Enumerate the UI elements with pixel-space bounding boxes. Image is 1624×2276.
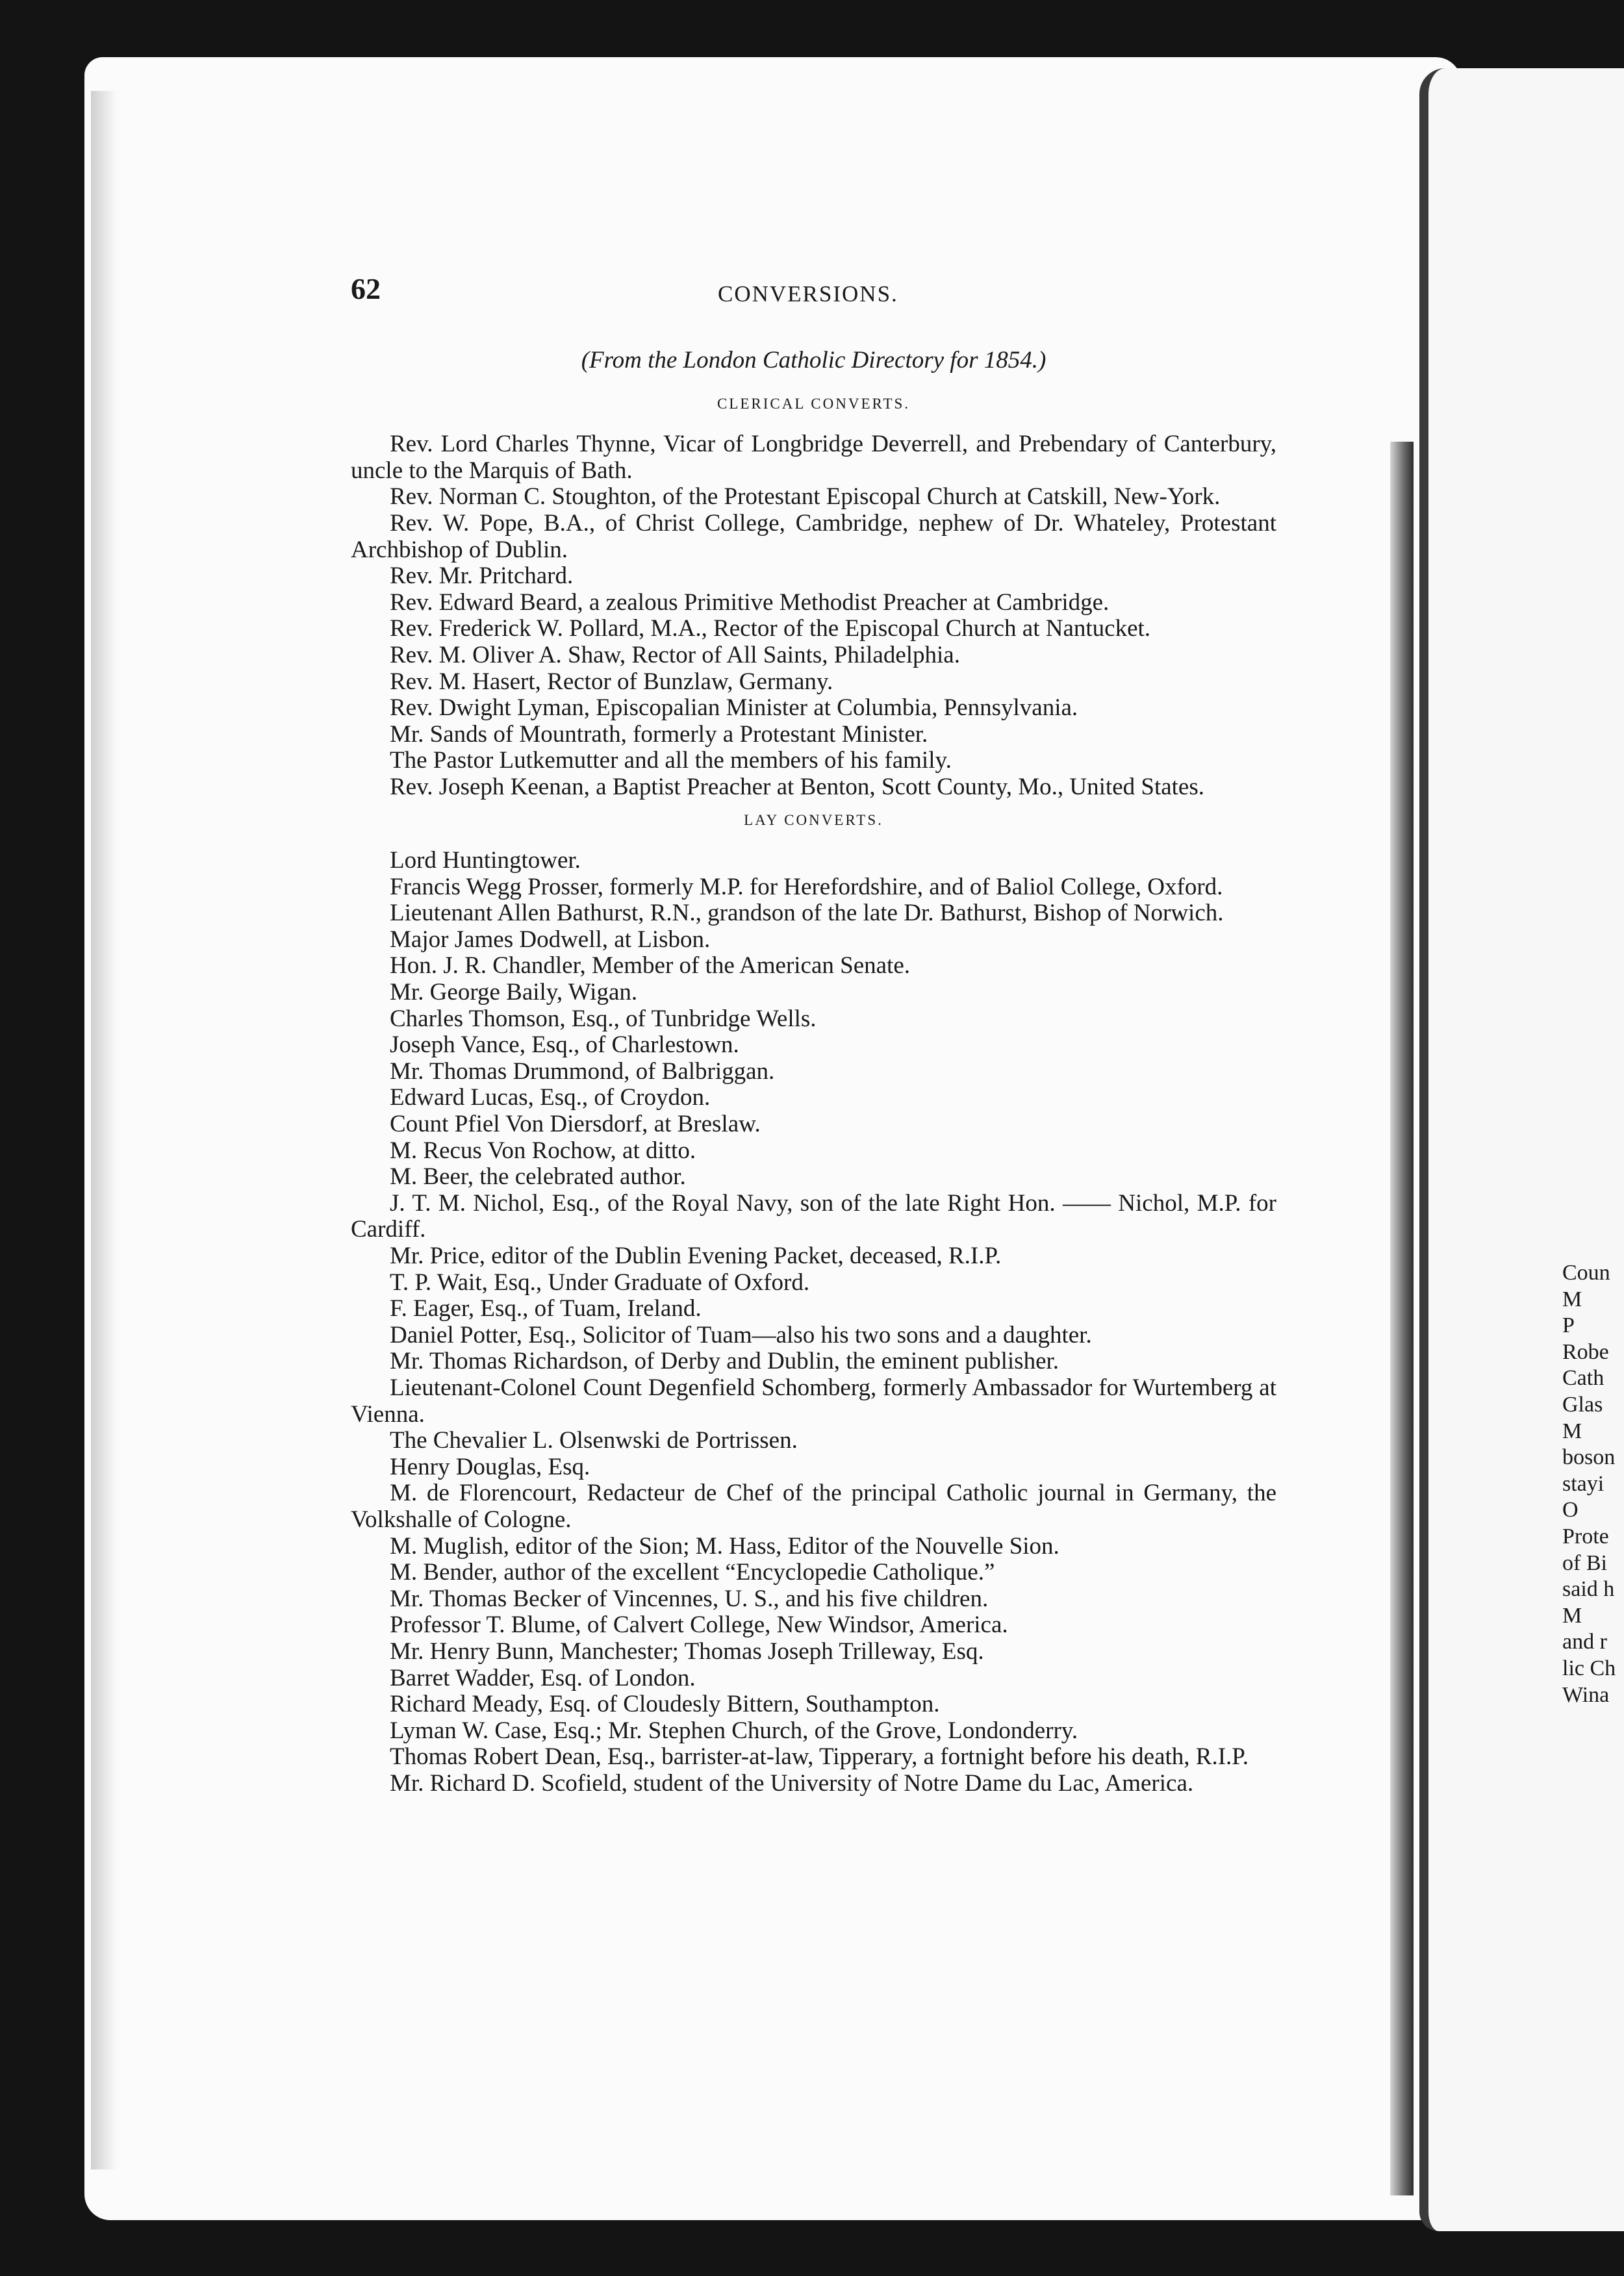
- page-content: [351, 272, 1276, 1797]
- convert-entry: T. P. Wait, Esq., Under Graduate of Oxford.: [390, 1269, 810, 1296]
- convert-entry: Rev. Norman C. Stoughton, of the Protestant Episcopal Church at Catskill, New-York.: [390, 483, 1221, 511]
- convert-entry: Mr. George Baily, Wigan.: [390, 979, 638, 1006]
- convert-entry: M. Beer, the celebrated author.: [390, 1163, 686, 1191]
- convert-entry: Mr. Thomas Becker of Vincennes, U. S., and his five children.: [390, 1585, 989, 1612]
- convert-entry: Lord Huntingtower.: [390, 847, 581, 874]
- convert-entry: Mr. Price, editor of the Dublin Evening Packet, deceased, R.I.P.: [390, 1243, 1002, 1269]
- convert-entry: Hon. J. R. Chandler, Member of the American Senate.: [390, 952, 911, 980]
- convert-entry: Rev. Mr. Pritchard.: [390, 563, 574, 590]
- running-title: CONVERSIONS.: [718, 281, 898, 307]
- facing-page-fragment: lic Ch: [1562, 1656, 1616, 1680]
- convert-entry: M. Bender, author of the excellent “Encyclopedie Catholique.”: [390, 1559, 995, 1586]
- facing-page-fragment: Robe: [1562, 1339, 1609, 1364]
- facing-page-fragment: Prote: [1562, 1524, 1609, 1549]
- lay-converts-list: [351, 848, 1276, 1797]
- convert-entry: Daniel Potter, Esq., Solicitor of Tuam—also his two sons and a daughter.: [390, 1321, 1092, 1348]
- convert-entry: Major James Dodwell, at Lisbon.: [390, 926, 711, 953]
- convert-entry: Rev. M. Hasert, Rector of Bunzlaw, Germany.: [390, 668, 833, 695]
- convert-entry: Lieutenant Allen Bathurst, R.N., grandson of the late Dr. Bathurst, Bishop of Norwich.: [390, 900, 1224, 927]
- convert-entry: Lyman W. Case, Esq.; Mr. Stephen Church, of the Grove, Londonderry.: [390, 1717, 1078, 1744]
- facing-page-fragment: boson: [1562, 1445, 1616, 1470]
- facing-page-fragment: O: [1562, 1498, 1579, 1523]
- convert-entry: Edward Lucas, Esq., of Croydon.: [390, 1084, 711, 1111]
- clerical-converts-list: [351, 431, 1276, 800]
- facing-page-fragment: M: [1562, 1287, 1582, 1311]
- lay-converts-heading: LAY CONVERTS.: [744, 811, 883, 828]
- facing-page-fragment: of Bi: [1562, 1550, 1607, 1575]
- convert-entry: Francis Wegg Prosser, formerly M.P. for Herefordshire, and of Baliol College, Oxford.: [390, 873, 1223, 900]
- clerical-converts-heading: CLERICAL CONVERTS.: [717, 395, 911, 412]
- page-number: 62: [351, 272, 381, 305]
- convert-entry: Rev. Joseph Keenan, a Baptist Preacher at Benton, Scott County, Mo., United States.: [390, 773, 1205, 800]
- convert-entry: Rev. Dwight Lyman, Episcopalian Minister at Columbia, Pennsylvania.: [390, 694, 1078, 722]
- binding-gutter: [1390, 442, 1414, 2195]
- facing-page: [1419, 68, 1624, 2231]
- convert-entry: Henry Douglas, Esq.: [390, 1453, 590, 1480]
- convert-entry: The Pastor Lutkemutter and all the members of his family.: [390, 747, 952, 774]
- facing-page-fragment: M: [1562, 1419, 1582, 1443]
- convert-entry: Mr. Thomas Richardson, of Derby and Dublin, the eminent publisher.: [390, 1348, 1059, 1375]
- convert-entry: Rev. M. Oliver A. Shaw, Rector of All Saints, Philadelphia.: [390, 641, 960, 668]
- facing-page-fragment: stayi: [1562, 1471, 1605, 1496]
- convert-entry: Rev. W. Pope, B.A., of Christ College, Cambridge, nephew of Dr. Whateley, Protestant Archbishop of Dublin.: [351, 509, 1276, 563]
- facing-page-fragment: Glas: [1562, 1392, 1603, 1417]
- convert-entry: Mr. Henry Bunn, Manchester; Thomas Joseph Trilleway, Esq.: [390, 1637, 984, 1665]
- convert-entry: Rev. Lord Charles Thynne, Vicar of Longbridge Deverrell, and Prebendary of Canterbury, uncle to the Marquis of Bath.: [351, 431, 1276, 484]
- page-edge-shadow: [91, 91, 117, 2169]
- convert-entry: Rev. Frederick W. Pollard, M.A., Rector of the Episcopal Church at Nantucket.: [390, 615, 1151, 642]
- facing-page-fragment: M: [1562, 1603, 1582, 1628]
- facing-page-text: [1562, 1260, 1616, 1708]
- convert-entry: M. Recus Von Rochow, at ditto.: [390, 1137, 696, 1164]
- facing-page-fragment: Wina: [1562, 1682, 1610, 1707]
- running-head: [351, 272, 1276, 315]
- convert-entry: Lieutenant-Colonel Count Degenfield Schomberg, formerly Ambassador for Wurtemberg at Vienna.: [351, 1374, 1276, 1428]
- convert-entry: The Chevalier L. Olsenwski de Portrissen.: [390, 1427, 798, 1454]
- source-line: (From the London Catholic Directory for 1854.): [581, 347, 1047, 373]
- convert-entry: M. Muglish, editor of the Sion; M. Hass, Editor of the Nouvelle Sion.: [390, 1532, 1059, 1560]
- convert-entry: Rev. Edward Beard, a zealous Primitive Methodist Preacher at Cambridge.: [390, 588, 1110, 616]
- convert-entry: Professor T. Blume, of Calvert College, New Windsor, America.: [390, 1612, 1008, 1639]
- convert-entry: Barret Wadder, Esq. of London.: [390, 1664, 696, 1691]
- convert-entry: M. de Florencourt, Redacteur de Chef of the principal Catholic journal in Germany, the Volkshalle of Cologne.: [351, 1480, 1276, 1533]
- convert-entry: Count Pfiel Von Diersdorf, at Breslaw.: [390, 1111, 761, 1138]
- convert-entry: J. T. M. Nichol, Esq., of the Royal Navy, son of the late Right Hon. —— Nichol, M.P. for Cardiff.: [351, 1189, 1276, 1243]
- convert-entry: Mr. Sands of Mountrath, formerly a Protestant Minister.: [390, 720, 928, 748]
- facing-page-fragment: Coun: [1562, 1261, 1610, 1285]
- convert-entry: Joseph Vance, Esq., of Charlestown.: [390, 1031, 739, 1059]
- convert-entry: Mr. Thomas Drummond, of Balbriggan.: [390, 1057, 775, 1085]
- facing-page-fragment: Cath: [1562, 1366, 1605, 1391]
- convert-entry: Charles Thomson, Esq., of Tunbridge Wells.: [390, 1005, 817, 1032]
- facing-page-fragment: said h: [1562, 1577, 1615, 1602]
- facing-page-fragment: and r: [1562, 1630, 1607, 1654]
- convert-entry: Richard Meady, Esq. of Cloudesly Bittern, Southampton.: [390, 1691, 940, 1718]
- convert-entry: F. Eager, Esq., of Tuam, Ireland.: [390, 1295, 702, 1322]
- facing-page-fragment: P: [1562, 1313, 1575, 1338]
- convert-entry: Thomas Robert Dean, Esq., barrister-at-law, Tipperary, a fortnight before his death, R.I.P.: [390, 1743, 1249, 1771]
- convert-entry: Mr. Richard D. Scofield, student of the University of Notre Dame du Lac, America.: [390, 1769, 1194, 1797]
